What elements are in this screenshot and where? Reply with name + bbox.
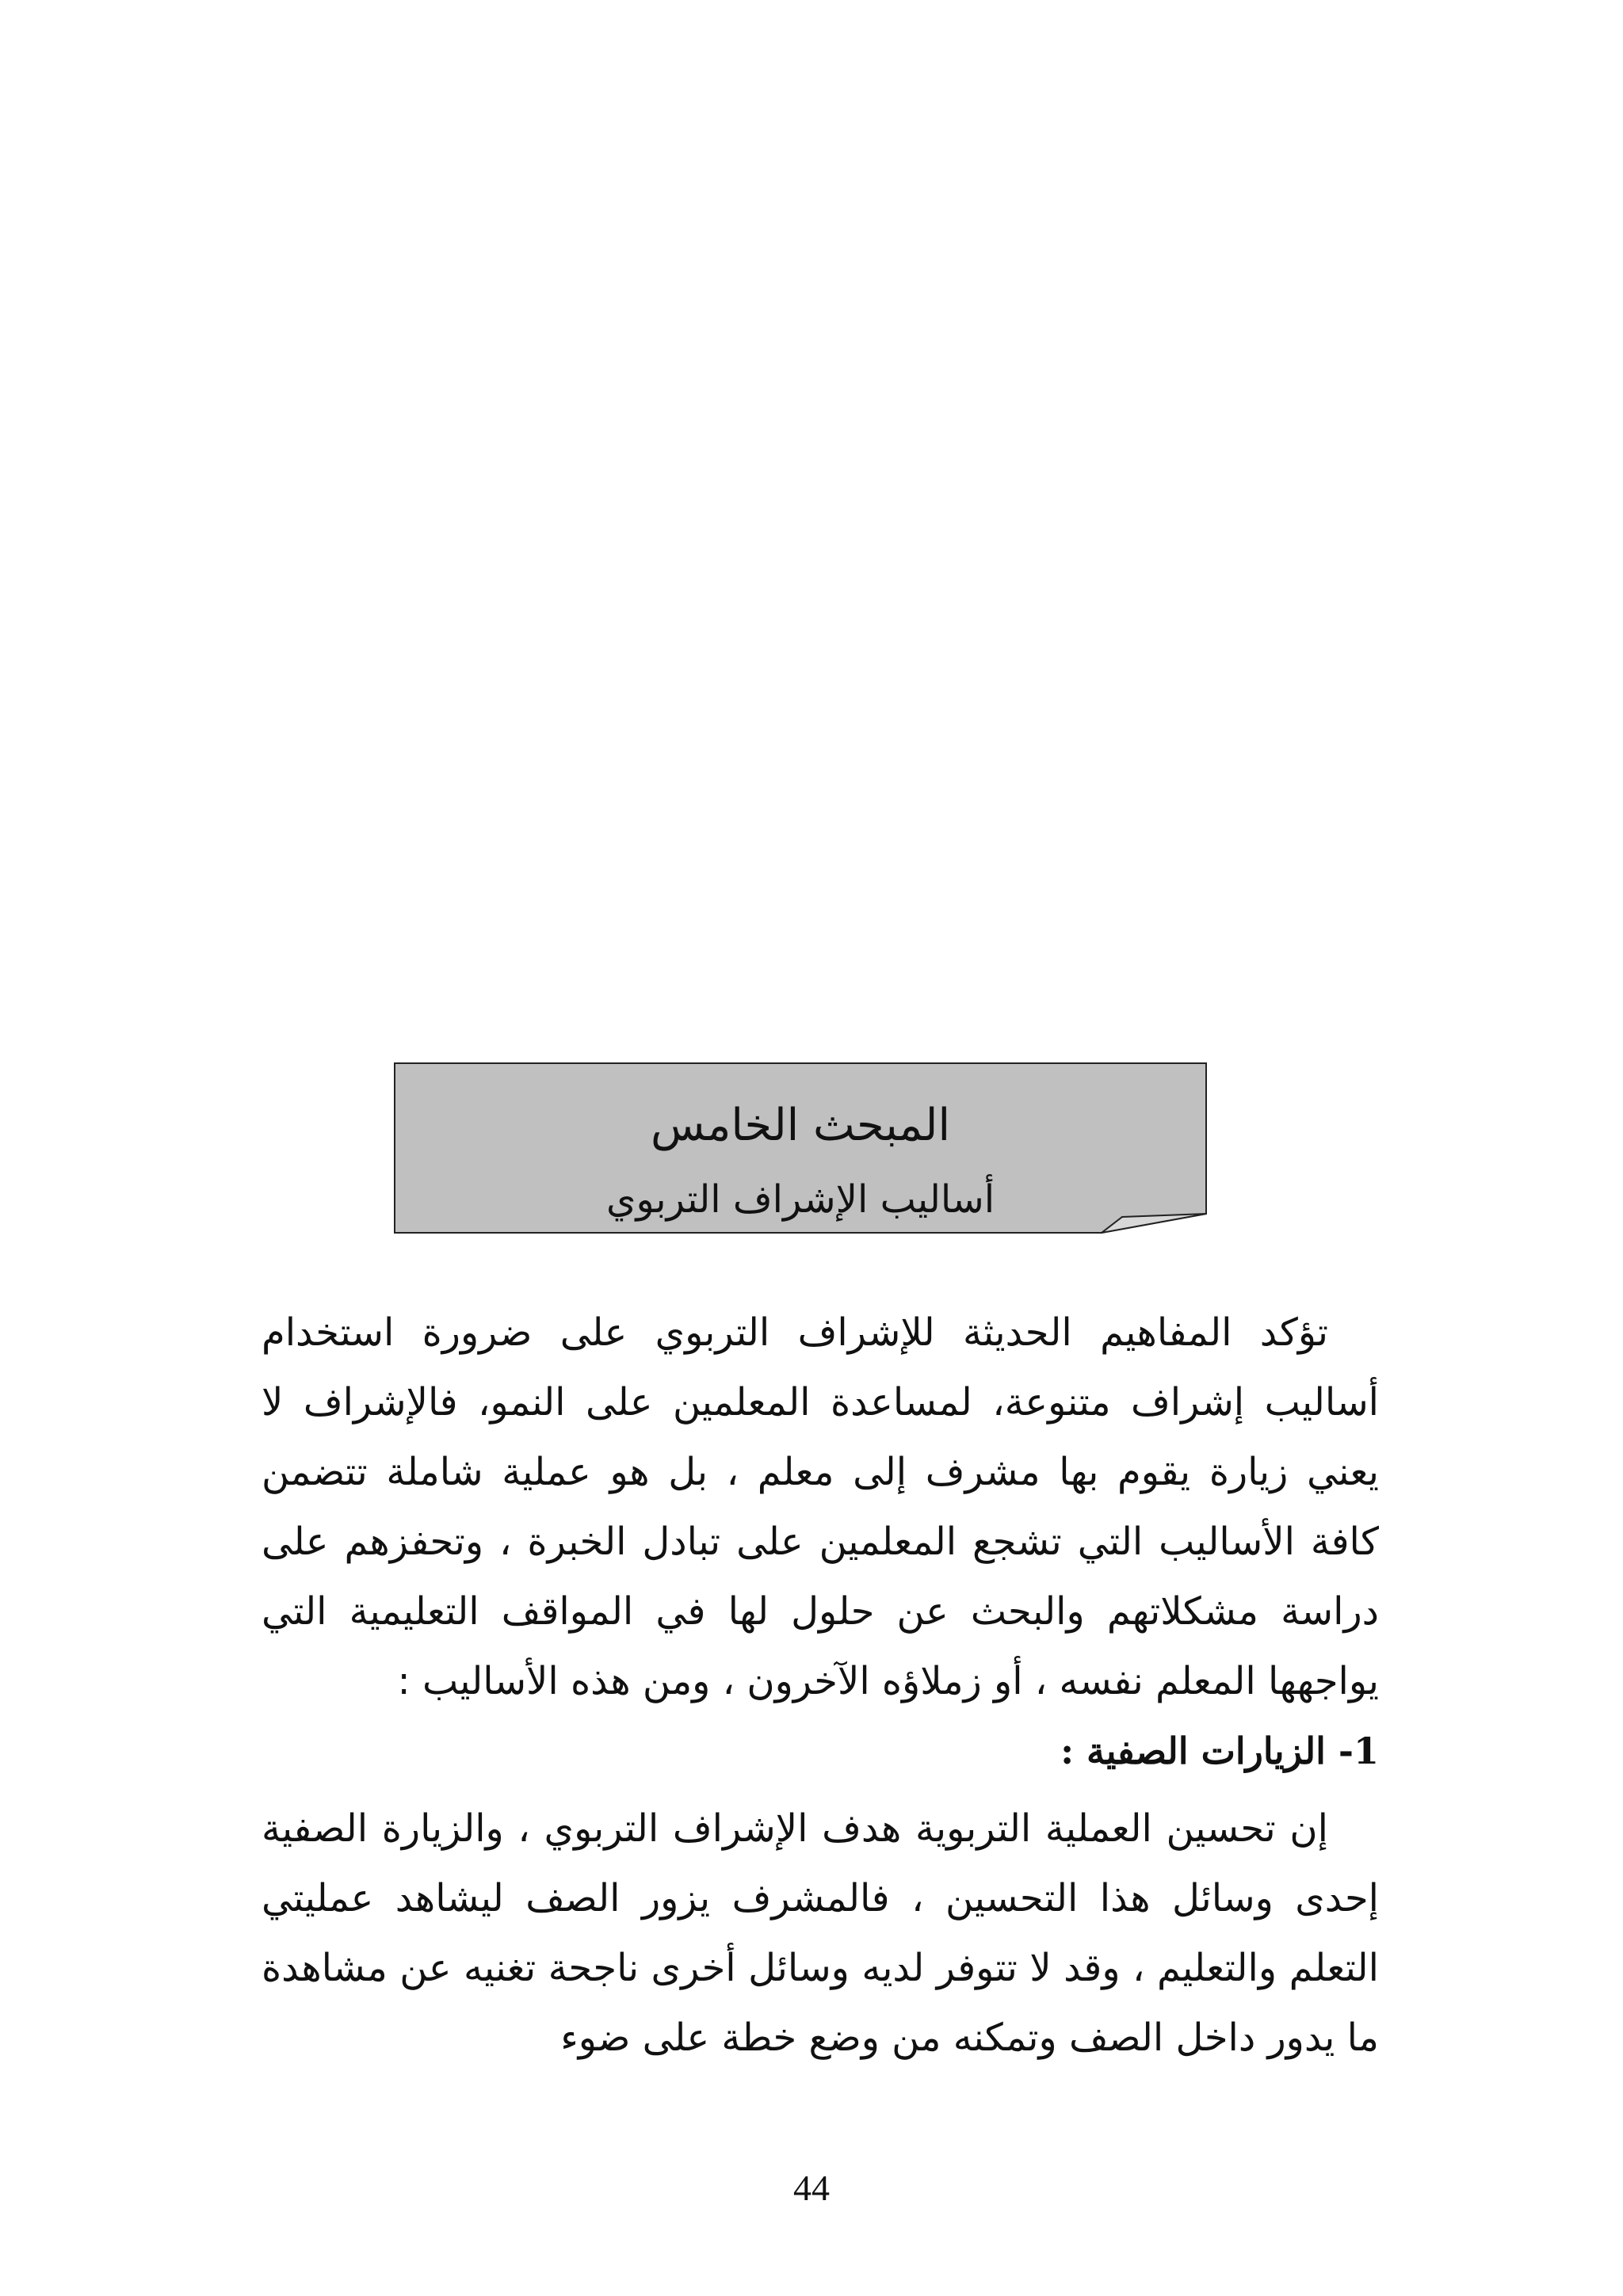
intro-paragraph: تؤكد المفاهيم الحديثة للإشراف التربوي على ضرورة استخدام أساليب إشراف متنوعة، لمساعدة المعلمين على النمو، فالإشراف لا يعني زيارة يقوم بها مشرف إلى معلم ، بل هو عملية شاملة تتضمن كافة الأساليب التي تشجع المعلمين على تبادل الخبرة ، وتحفزهم على دراسة مشكلاتهم والبحث عن حلول لها في المواقف التعليمية التي يواجهها المعلم نفسه ، أو زملاؤه الآخرون ، ومن هذه الأساليب : [262,1310,1379,1703]
section-heading-box [393,1062,1208,1234]
section-title: المبحث الخامس [650,1100,951,1151]
body-text [262,1298,1379,2073]
page-number: 44 [793,2168,830,2208]
classroom-visits-paragraph: إن تحسين العملية التربوية هدف الإشراف التربوي ، والزيارة الصفية إحدى وسائل هذا التحسين ، فالمشرف يزور الصف ليشاهد عمليتي التعلم والتعليم ، وقد لا تتوفر لديه وسائل أخرى ناجحة تغنيه عن مشاهدة ما يدور داخل الصف وتمكنه من وضع خطة على ضوء [262,1806,1379,2060]
classroom-visits-heading: 1- الزيارات الصفية : [1060,1730,1379,1772]
section-subtitle: أساليب الإشراف التربوي [605,1177,995,1222]
